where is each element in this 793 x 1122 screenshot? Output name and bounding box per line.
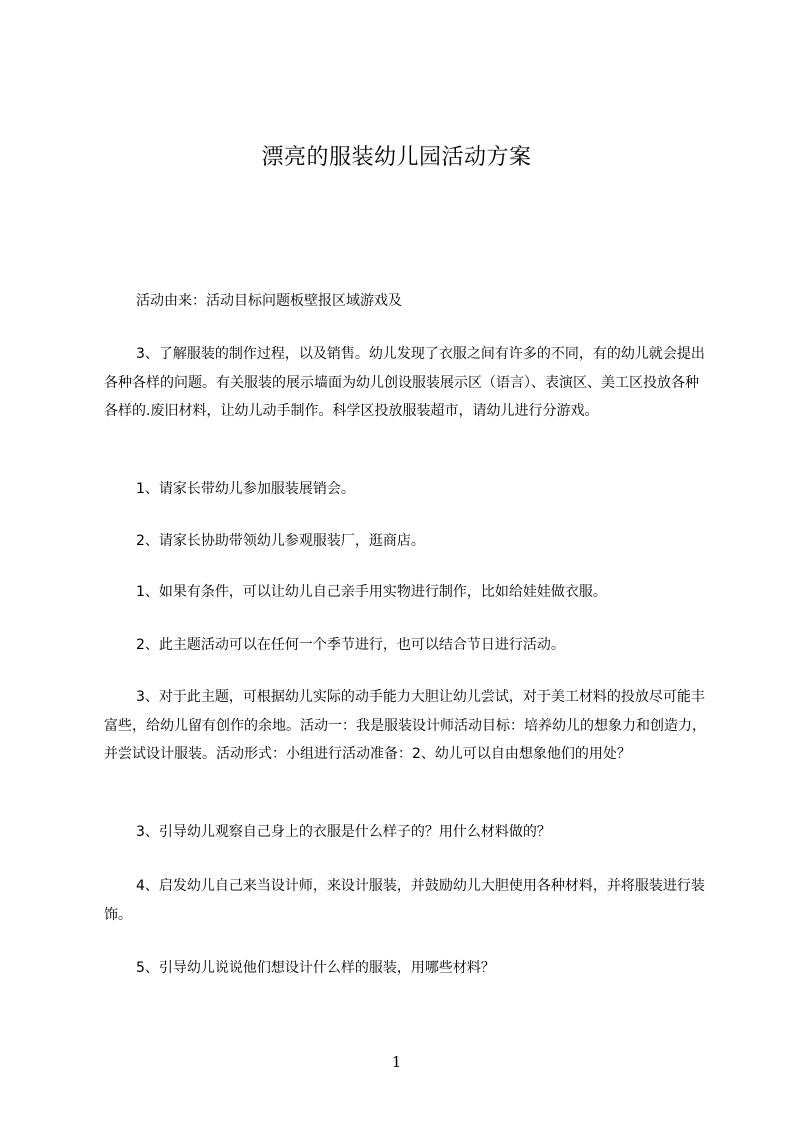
paragraph-item-2-season: 2、此主题活动可以在任何一个季节进行，也可以结合节日进行活动。 — [136, 637, 565, 653]
paragraph-item-3-process: 3、了解服装的制作过程，以及销售。幼儿发现了衣服之间有许多的不同，有的幼儿就会提出各种各样的问题。有关服装的展示墙面为幼儿创设服装展示区（语言）、表演区、美工区投放各种各样的.废旧材料，让幼儿动手制作。科学区投放服装超市，请幼儿进行分游戏。 — [104, 346, 705, 419]
paragraph-origin: 活动由来：活动目标问题板壁报区域游戏及 — [136, 293, 402, 309]
page-number: 1 — [391, 1053, 402, 1071]
paragraph-item-3-activity-one: 3、对于此主题，可根据幼儿实际的动手能力大胆让幼儿尝试，对于美工材料的投放尽可能丰富些，给幼儿留有创作的余地。活动一：我是服装设计师活动目标：培养幼儿的想象力和创造力，并尝试设计服装。活动形式：小组进行活动准备：2、幼儿可以自由想象他们的用处？ — [104, 689, 706, 762]
paragraph-item-1-parents-fair: 1、请家长带幼儿参加服装展销会。 — [136, 481, 355, 497]
paragraph-item-2-factory-visit: 2、请家长协助带领幼儿参观服装厂，逛商店。 — [136, 533, 425, 549]
paragraph-item-4-designer: 4、启发幼儿自己来当设计师，来设计服装，并鼓励幼儿大胆使用各种材料，并将服装进行装饰。 — [104, 878, 705, 923]
paragraph-item-1-conditions: 1、如果有条件，可以让幼儿自己亲手用实物进行制作，比如给娃娃做衣服。 — [136, 584, 607, 600]
paragraph-item-5-discuss: 5、引导幼儿说说他们想设计什么样的服装，用哪些材料？ — [136, 960, 495, 976]
page-title: 漂亮的服装幼儿园活动方案 — [261, 145, 532, 170]
paragraph-item-3-observe: 3、引导幼儿观察自己身上的衣服是什么样子的？用什么材料做的？ — [136, 824, 551, 840]
